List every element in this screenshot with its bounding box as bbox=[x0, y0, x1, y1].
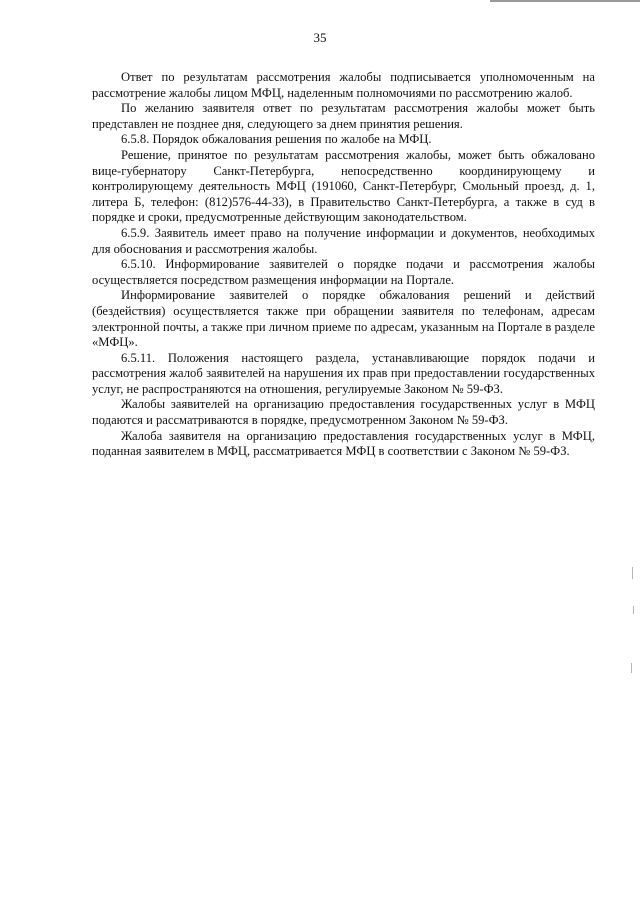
paragraph-answer-deadline: По желанию заявителя ответ по результатам рассмотрения жалобы может быть представлен не позднее дня, следующего за днем принятия решения. bbox=[92, 101, 595, 131]
paragraph-6-5-10: 6.5.10. Информирование заявителей о порядке подачи и рассмотрения жалобы осуществляется посредством размещения информации на Портале. bbox=[92, 257, 595, 287]
paragraph-6-5-8-appeal: Решение, принятое по результатам рассмотрения жалобы, может быть обжаловано вице-губернатору Санкт-Петербурга, непосредственно координирующему и контролирующему деятельность МФЦ (191060, Санкт-Петербург, Смольный проезд, д. 1, литера Б, телефон: (812)576-44-33), в Правительство Санкт-Петербурга, а также в суд в порядке и сроки, предусмотренные действующим законодательством. bbox=[92, 147, 595, 225]
paragraph-answer-signature: Ответ по результатам рассмотрения жалобы подписывается уполномоченным на рассмотрение жалобы лицом МФЦ, наделенным полномочиями по рассмотрению жалоб. bbox=[92, 70, 595, 100]
scan-edge-mark bbox=[633, 606, 634, 614]
paragraph-informing: Информирование заявителей о порядке обжалования решений и действий (бездействия) осуществляется также при обращении заявителя по телефонам, адресам электронной почты, а также при личном приеме по адресам, указанным на Портале в разделе «МФЦ». bbox=[92, 288, 595, 350]
paragraph-complaint-law: Жалоба заявителя на организацию предоставления государственных услуг в МФЦ, поданная заявителем в МФЦ, рассматривается МФЦ в соответствии с Законом № 59-ФЗ. bbox=[92, 428, 595, 459]
scan-top-rule bbox=[490, 0, 640, 2]
document-body bbox=[92, 70, 595, 460]
paragraph-6-5-9: 6.5.9. Заявитель имеет право на получение информации и документов, необходимых для обоснования и рассмотрения жалобы. bbox=[92, 225, 595, 256]
page-number: 35 bbox=[313, 30, 327, 45]
scan-edge-mark bbox=[631, 663, 632, 673]
paragraph-6-5-11: 6.5.11. Положения настоящего раздела, устанавливающие порядок подачи и рассмотрения жалоб заявителей на нарушения их прав при предоставлении государственных услуг, не распространяются на отношения, регулируемые Законом № 59-ФЗ. bbox=[92, 350, 595, 396]
paragraph-complaints-mfc: Жалобы заявителей на организацию предоставления государственных услуг в МФЦ подаются и рассматриваются в порядке, предусмотренном Законом № 59-ФЗ. bbox=[92, 397, 595, 428]
paragraph-6-5-8-heading: 6.5.8. Порядок обжалования решения по жалобе на МФЦ. bbox=[121, 132, 432, 147]
scan-edge-mark bbox=[632, 567, 633, 579]
